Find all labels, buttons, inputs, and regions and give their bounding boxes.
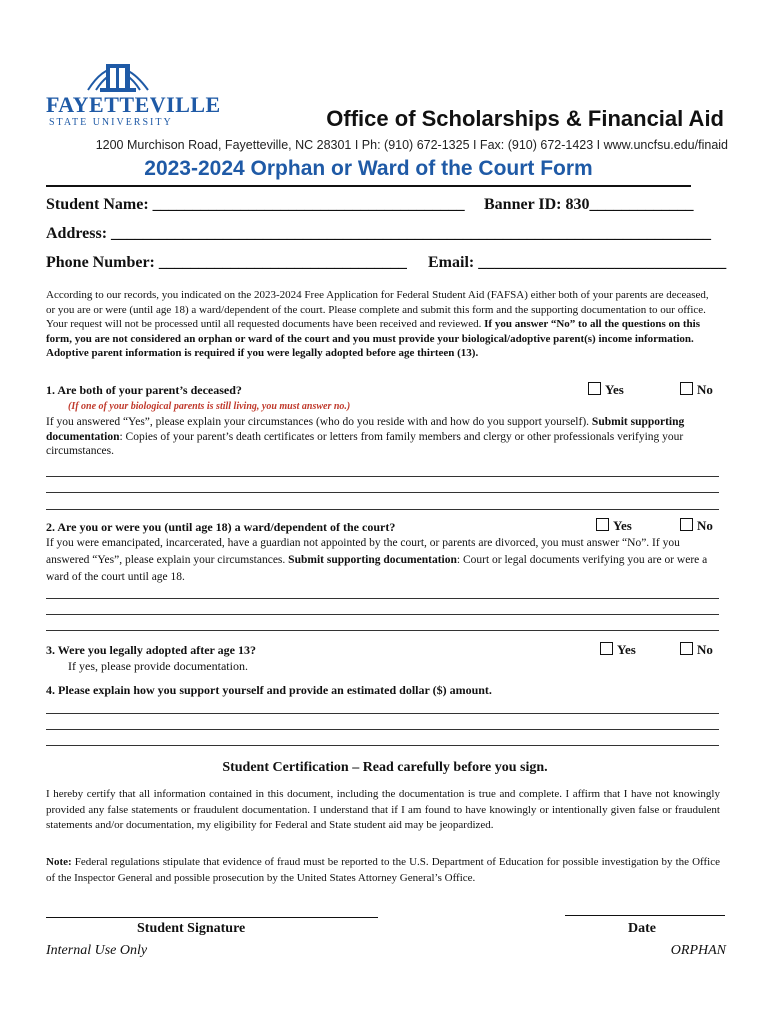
email-field[interactable]	[428, 254, 726, 272]
q1-yes-option[interactable]	[588, 382, 624, 398]
student-name-label: Student Name: _______________________________________	[46, 196, 465, 213]
q1-answer-line-1[interactable]	[46, 476, 719, 477]
q2-yes-option[interactable]	[596, 518, 632, 534]
question-2: 2. Are you or were you (until age 18) a ward/dependent of the court?	[46, 520, 396, 534]
question-1: 1. Are both of your parent’s deceased?	[46, 383, 242, 397]
intro-text: According to our records, you indicated on the 2023-2024 Free Application for Federal Student Aid (FAFSA) either both of your parents are deceased, or you are or were (until age 18) a ward/dependent of the court. Please complete and submit this form and the supporting documentation to our office. Your request will not be processed until all requested documents have been received and reviewed.	[46, 289, 709, 330]
q1-answer-line-3[interactable]	[46, 509, 719, 510]
q2-yes-label: Yes	[613, 518, 632, 533]
note-label: Note:	[46, 856, 72, 868]
q3-subtext: If yes, please provide documentation.	[68, 659, 248, 673]
q1-yes-checkbox[interactable]	[588, 382, 601, 395]
form-code: ORPHAN	[670, 943, 726, 958]
question-3: 3. Were you legally adopted after age 13?	[46, 643, 256, 657]
banner-id-field[interactable]	[484, 196, 694, 214]
intro-paragraph	[46, 288, 720, 361]
q1-yes-label: Yes	[605, 382, 624, 397]
q3-no-option[interactable]	[680, 642, 713, 658]
q1-no-option[interactable]	[680, 382, 713, 398]
phone-field[interactable]	[46, 254, 407, 272]
q3-no-label: No	[697, 642, 713, 657]
q2-answer-line-3[interactable]	[46, 630, 719, 631]
q2-no-checkbox[interactable]	[680, 518, 693, 531]
q4-answer-line-3[interactable]	[46, 745, 719, 746]
q2-instr-tail: : Court or legal documents verifying you are or were a ward of the court until age 18.	[46, 554, 708, 583]
q2-answer-line-2[interactable]	[46, 614, 719, 615]
q2-instr-text: If you were emancipated, incarcerated, have a guardian not appointed by the court, or parents are divorced, you must answer “No”. If you answered “Yes”, please explain your circumstances.	[46, 537, 680, 566]
phone-label: Phone Number: _______________________________	[46, 254, 407, 271]
q3-yes-label: Yes	[617, 642, 636, 657]
q1-instr-bold: Submit supporting documentation	[46, 416, 685, 443]
fraud-note	[46, 855, 720, 886]
logo-subtitle: STATE UNIVERSITY	[49, 117, 173, 128]
certification-text: I hereby certify that all information contained in this document, including the documentation is true and complete. I affirm that I have not knowingly provided any false statements or fraudulent documentation. I understand that if I am found to have knowingly or intentionally given false or fraudulent statements and/or documentation, my eligibility for Federal and State student aid may be jeopardized.	[46, 788, 720, 831]
q1-instructions	[46, 415, 720, 459]
office-title: Office of Scholarships & Financial Aid	[326, 106, 724, 131]
q4-answer-line-2[interactable]	[46, 729, 719, 730]
address-field[interactable]	[46, 225, 718, 243]
student-name-field[interactable]	[46, 196, 465, 214]
q3-no-checkbox[interactable]	[680, 642, 693, 655]
q1-note: (If one of your biological parents is still living, you must answer no.)	[68, 401, 351, 412]
q3-yes-option[interactable]	[600, 642, 636, 658]
contact-info: 1200 Murchison Road, Fayetteville, NC 28301 I Ph: (910) 672-1325 I Fax: (910) 672-1423 I www.uncfsu.edu/finaid	[95, 138, 728, 152]
signature-line[interactable]	[46, 917, 378, 918]
q1-no-label: No	[697, 382, 713, 397]
q2-instr-bold: Submit supporting documentation	[288, 554, 457, 566]
q2-answer-line-1[interactable]	[46, 598, 719, 599]
date-label: Date	[628, 921, 656, 936]
q2-yes-checkbox[interactable]	[596, 518, 609, 531]
q2-no-label: No	[697, 518, 713, 533]
certification-heading: Student Certification – Read carefully before you sign.	[222, 760, 548, 775]
q2-instructions	[46, 535, 720, 586]
student-signature-label: Student Signature	[137, 921, 246, 936]
q2-no-option[interactable]	[680, 518, 713, 534]
q1-answer-line-2[interactable]	[46, 492, 719, 493]
note-text: Federal regulations stipulate that evidence of fraud must be reported to the U.S. Department of Education for possible investigation by the Office of the Inspector General and possible prosecution by the United States Attorney General’s Office.	[46, 856, 720, 884]
address-label: Address: ___________________________________________________________________________	[46, 225, 712, 242]
q4-answer-line-1[interactable]	[46, 713, 719, 714]
q1-no-checkbox[interactable]	[680, 382, 693, 395]
q3-yes-checkbox[interactable]	[600, 642, 613, 655]
q1-instr-tail: : Copies of your parent’s death certificates or letters from family members and clergy or other professionals verifying your circumstances.	[46, 430, 684, 457]
banner-id-label: Banner ID: 830_____________	[484, 196, 694, 213]
date-line[interactable]	[565, 915, 725, 916]
intro-bold-text: If you answer “No” to all the questions on this form, you are not considered an orphan or ward of the court and you must provide your biological/adoptive parent(s) income information. Adoptive parent information is required if you were legally adopted before age thirteen (13).	[46, 318, 700, 359]
logo-wordmark: FAYETTEVILLE	[46, 92, 221, 117]
form-title: 2023-2024 Orphan or Ward of the Court Form	[144, 157, 593, 180]
question-4: 4. Please explain how you support yourself and provide an estimated dollar ($) amount.	[46, 683, 492, 697]
title-divider	[46, 185, 691, 187]
internal-use-label: Internal Use Only	[46, 943, 148, 958]
email-label: Email: _______________________________	[428, 254, 727, 271]
q1-instr-text: If you answered “Yes”, please explain your circumstances (who do you reside with and how do you support yourself).	[46, 416, 592, 428]
